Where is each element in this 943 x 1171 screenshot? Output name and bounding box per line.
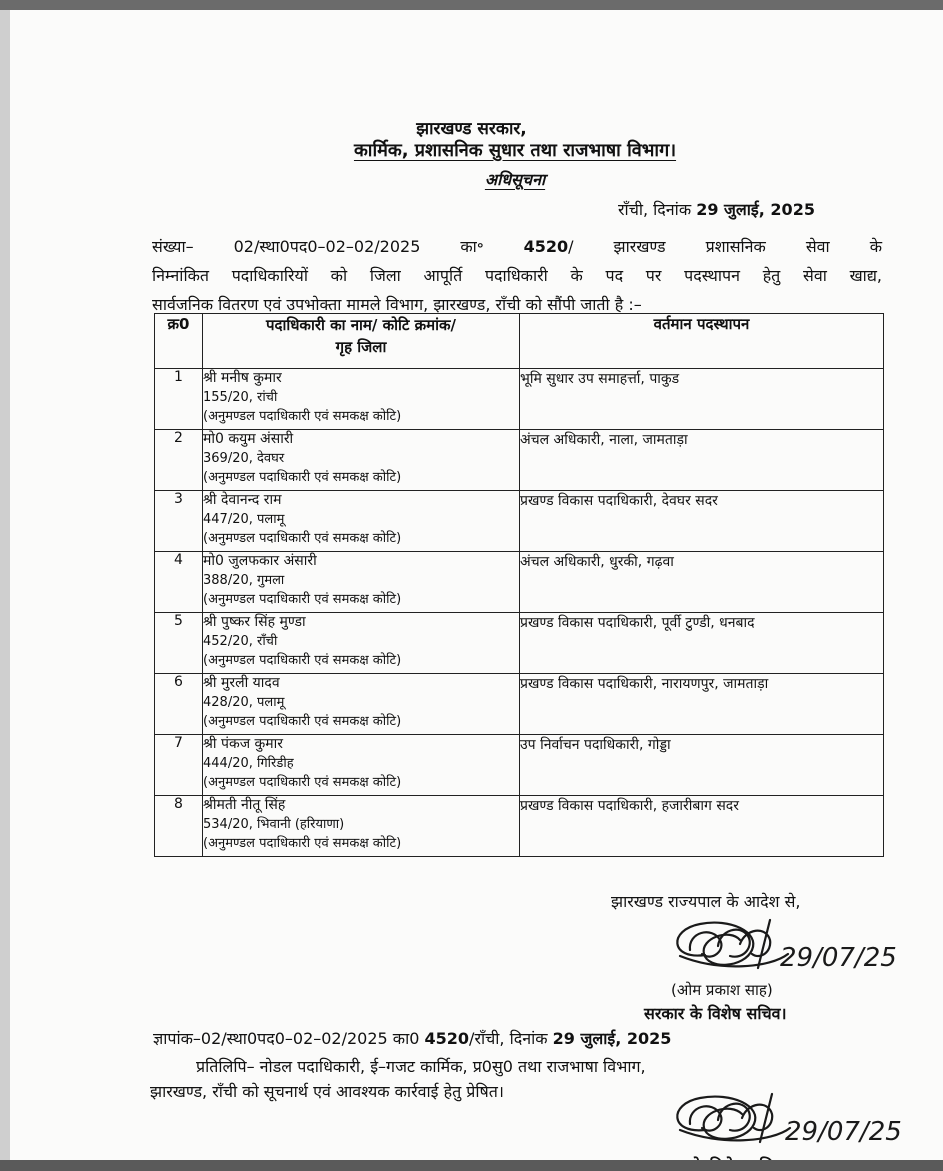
officer-name-cell: श्री पंकज कुमार bbox=[203, 736, 284, 752]
row-officer bbox=[203, 735, 520, 796]
row-sno: 4 bbox=[155, 552, 203, 613]
row-posting: प्रखण्ड विकास पदाधिकारी, देवघर सदर bbox=[520, 491, 884, 552]
officer-posting-table bbox=[154, 313, 884, 857]
table-header-row bbox=[155, 314, 884, 369]
row-posting: प्रखण्ड विकास पदाधिकारी, नारायणपुर, जामताड़ा bbox=[520, 674, 884, 735]
officer-name-cell: श्रीमती नीतू सिंह bbox=[203, 797, 286, 813]
bottom-bar bbox=[0, 1160, 943, 1171]
officer-code-cell: 534/20, भिवानी (हरियाणा) bbox=[203, 817, 345, 832]
officer-name-cell: श्री मुरली यादव bbox=[203, 675, 280, 691]
officer-name-cell: श्री देवानन्द राम bbox=[203, 492, 282, 508]
table-row bbox=[155, 735, 884, 796]
row-sno: 2 bbox=[155, 430, 203, 491]
row-officer bbox=[203, 613, 520, 674]
officer-code-cell: 388/20, गुमला bbox=[203, 573, 285, 588]
table-row bbox=[155, 369, 884, 430]
header-posting: वर्तमान पदस्थापन bbox=[520, 314, 884, 369]
row-officer bbox=[203, 552, 520, 613]
notice-type-heading: अधिसूचना bbox=[484, 170, 546, 189]
row-officer bbox=[203, 491, 520, 552]
table-row bbox=[155, 430, 884, 491]
row-posting: प्रखण्ड विकास पदाधिकारी, हजारीबाग सदर bbox=[520, 796, 884, 857]
row-sno: 7 bbox=[155, 735, 203, 796]
row-officer bbox=[203, 369, 520, 430]
header-sno: क्र0 bbox=[155, 314, 203, 369]
table-row bbox=[155, 491, 884, 552]
government-heading: झारखण्ड सरकार, bbox=[416, 119, 527, 139]
issue-date: राँची, दिनांक 29 जुलाई, 2025 bbox=[618, 200, 815, 219]
officer-code-cell: 452/20, राँची bbox=[203, 634, 278, 649]
officer-category-cell: (अनुमण्डल पदाधिकारी एवं समकक्ष कोटि) bbox=[203, 775, 402, 790]
table-row bbox=[155, 674, 884, 735]
copy-line-2: झारखण्ड, राँची को सूचनार्थ एवं आवश्यक कार्रवाई हेतु प्रेषित। bbox=[150, 1082, 504, 1101]
table-row bbox=[155, 613, 884, 674]
officer-category-cell: (अनुमण्डल पदाधिकारी एवं समकक्ष कोटि) bbox=[203, 470, 402, 485]
officer-name-cell: श्री मनीष कुमार bbox=[203, 370, 282, 386]
reference-line-1: संख्या– 02/स्था0पद0–02–02/2025 का॰ 4520/ झारखण्ड प्रशासनिक सेवा के bbox=[152, 237, 882, 256]
row-posting: उप निर्वाचन पदाधिकारी, गोड्डा bbox=[520, 735, 884, 796]
officer-category-cell: (अनुमण्डल पदाधिकारी एवं समकक्ष कोटि) bbox=[203, 653, 402, 668]
governor-order-line: झारखण्ड राज्यपाल के आदेश से, bbox=[611, 892, 801, 911]
row-officer bbox=[203, 796, 520, 857]
row-officer bbox=[203, 674, 520, 735]
officer-name-cell: श्री पुष्कर सिंह मुण्डा bbox=[203, 614, 306, 630]
row-posting: भूमि सुधार उप समाहर्त्ता, पाकुड bbox=[520, 369, 884, 430]
reference-line-3: सार्वजनिक वितरण एवं उपभोक्ता मामले विभाग, झारखण्ड, राँची को सौंपी जाती है :– bbox=[152, 295, 642, 314]
signature-2 bbox=[660, 1082, 930, 1162]
table-row bbox=[155, 552, 884, 613]
signature-2-date: 29/07/25 bbox=[785, 1117, 902, 1147]
officer-code-cell: 155/20, रांची bbox=[203, 390, 278, 405]
officer-code-cell: 428/20, पलामू bbox=[203, 695, 285, 710]
signature-1 bbox=[660, 910, 920, 990]
officer-code-cell: 369/20, देवघर bbox=[203, 451, 285, 466]
signature-1-date: 29/07/25 bbox=[780, 943, 897, 973]
officer-category-cell: (अनुमण्डल पदाधिकारी एवं समकक्ष कोटि) bbox=[203, 836, 402, 851]
row-sno: 5 bbox=[155, 613, 203, 674]
officer-code-cell: 447/20, पलामू bbox=[203, 512, 285, 527]
designation-1: सरकार के विशेष सचिव। bbox=[644, 1004, 787, 1023]
officer-code-cell: 444/20, गिरिडीह bbox=[203, 756, 294, 771]
reference-line-2: निम्नांकित पदाधिकारियों को जिला आपूर्ति पदाधिकारी के पद पर पदस्थापन हेतु सेवा खाद्य, bbox=[152, 266, 882, 285]
header-officer: पदाधिकारी का नाम/ कोटि क्रमांक/ गृह जिला bbox=[203, 314, 520, 369]
officer-name-cell: मो0 जुलफकार अंसारी bbox=[203, 553, 317, 569]
officer-category-cell: (अनुमण्डल पदाधिकारी एवं समकक्ष कोटि) bbox=[203, 531, 402, 546]
officer-name-cell: मो0 कयुम अंसारी bbox=[203, 431, 294, 447]
row-sno: 1 bbox=[155, 369, 203, 430]
officer-category-cell: (अनुमण्डल पदाधिकारी एवं समकक्ष कोटि) bbox=[203, 409, 402, 424]
row-officer bbox=[203, 430, 520, 491]
row-sno: 3 bbox=[155, 491, 203, 552]
officer-category-cell: (अनुमण्डल पदाधिकारी एवं समकक्ष कोटि) bbox=[203, 714, 402, 729]
memo-line: ज्ञापांक–02/स्था0पद0–02–02/2025 का0 4520/राँची, दिनांक 29 जुलाई, 2025 bbox=[153, 1029, 672, 1048]
document-page bbox=[0, 10, 943, 1171]
officer-category-cell: (अनुमण्डल पदाधिकारी एवं समकक्ष कोटि) bbox=[203, 592, 402, 607]
row-sno: 6 bbox=[155, 674, 203, 735]
row-posting: अंचल अधिकारी, धुरकी, गढ़वा bbox=[520, 552, 884, 613]
copy-line-1: प्रतिलिपि– नोडल पदाधिकारी, ई–गजट कार्मिक, प्र0सु0 तथा राजभाषा विभाग, bbox=[196, 1057, 646, 1076]
row-posting: प्रखण्ड विकास पदाधिकारी, पूर्वी टुण्डी, धनबाद bbox=[520, 613, 884, 674]
reference-paragraph bbox=[152, 232, 882, 319]
row-posting: अंचल अधिकारी, नाला, जामताड़ा bbox=[520, 430, 884, 491]
row-sno: 8 bbox=[155, 796, 203, 857]
table-row bbox=[155, 796, 884, 857]
department-heading: कार्मिक, प्रशासनिक सुधार तथा राजभाषा विभाग। bbox=[353, 140, 677, 161]
officer-name: (ओम प्रकाश साह) bbox=[671, 981, 773, 999]
